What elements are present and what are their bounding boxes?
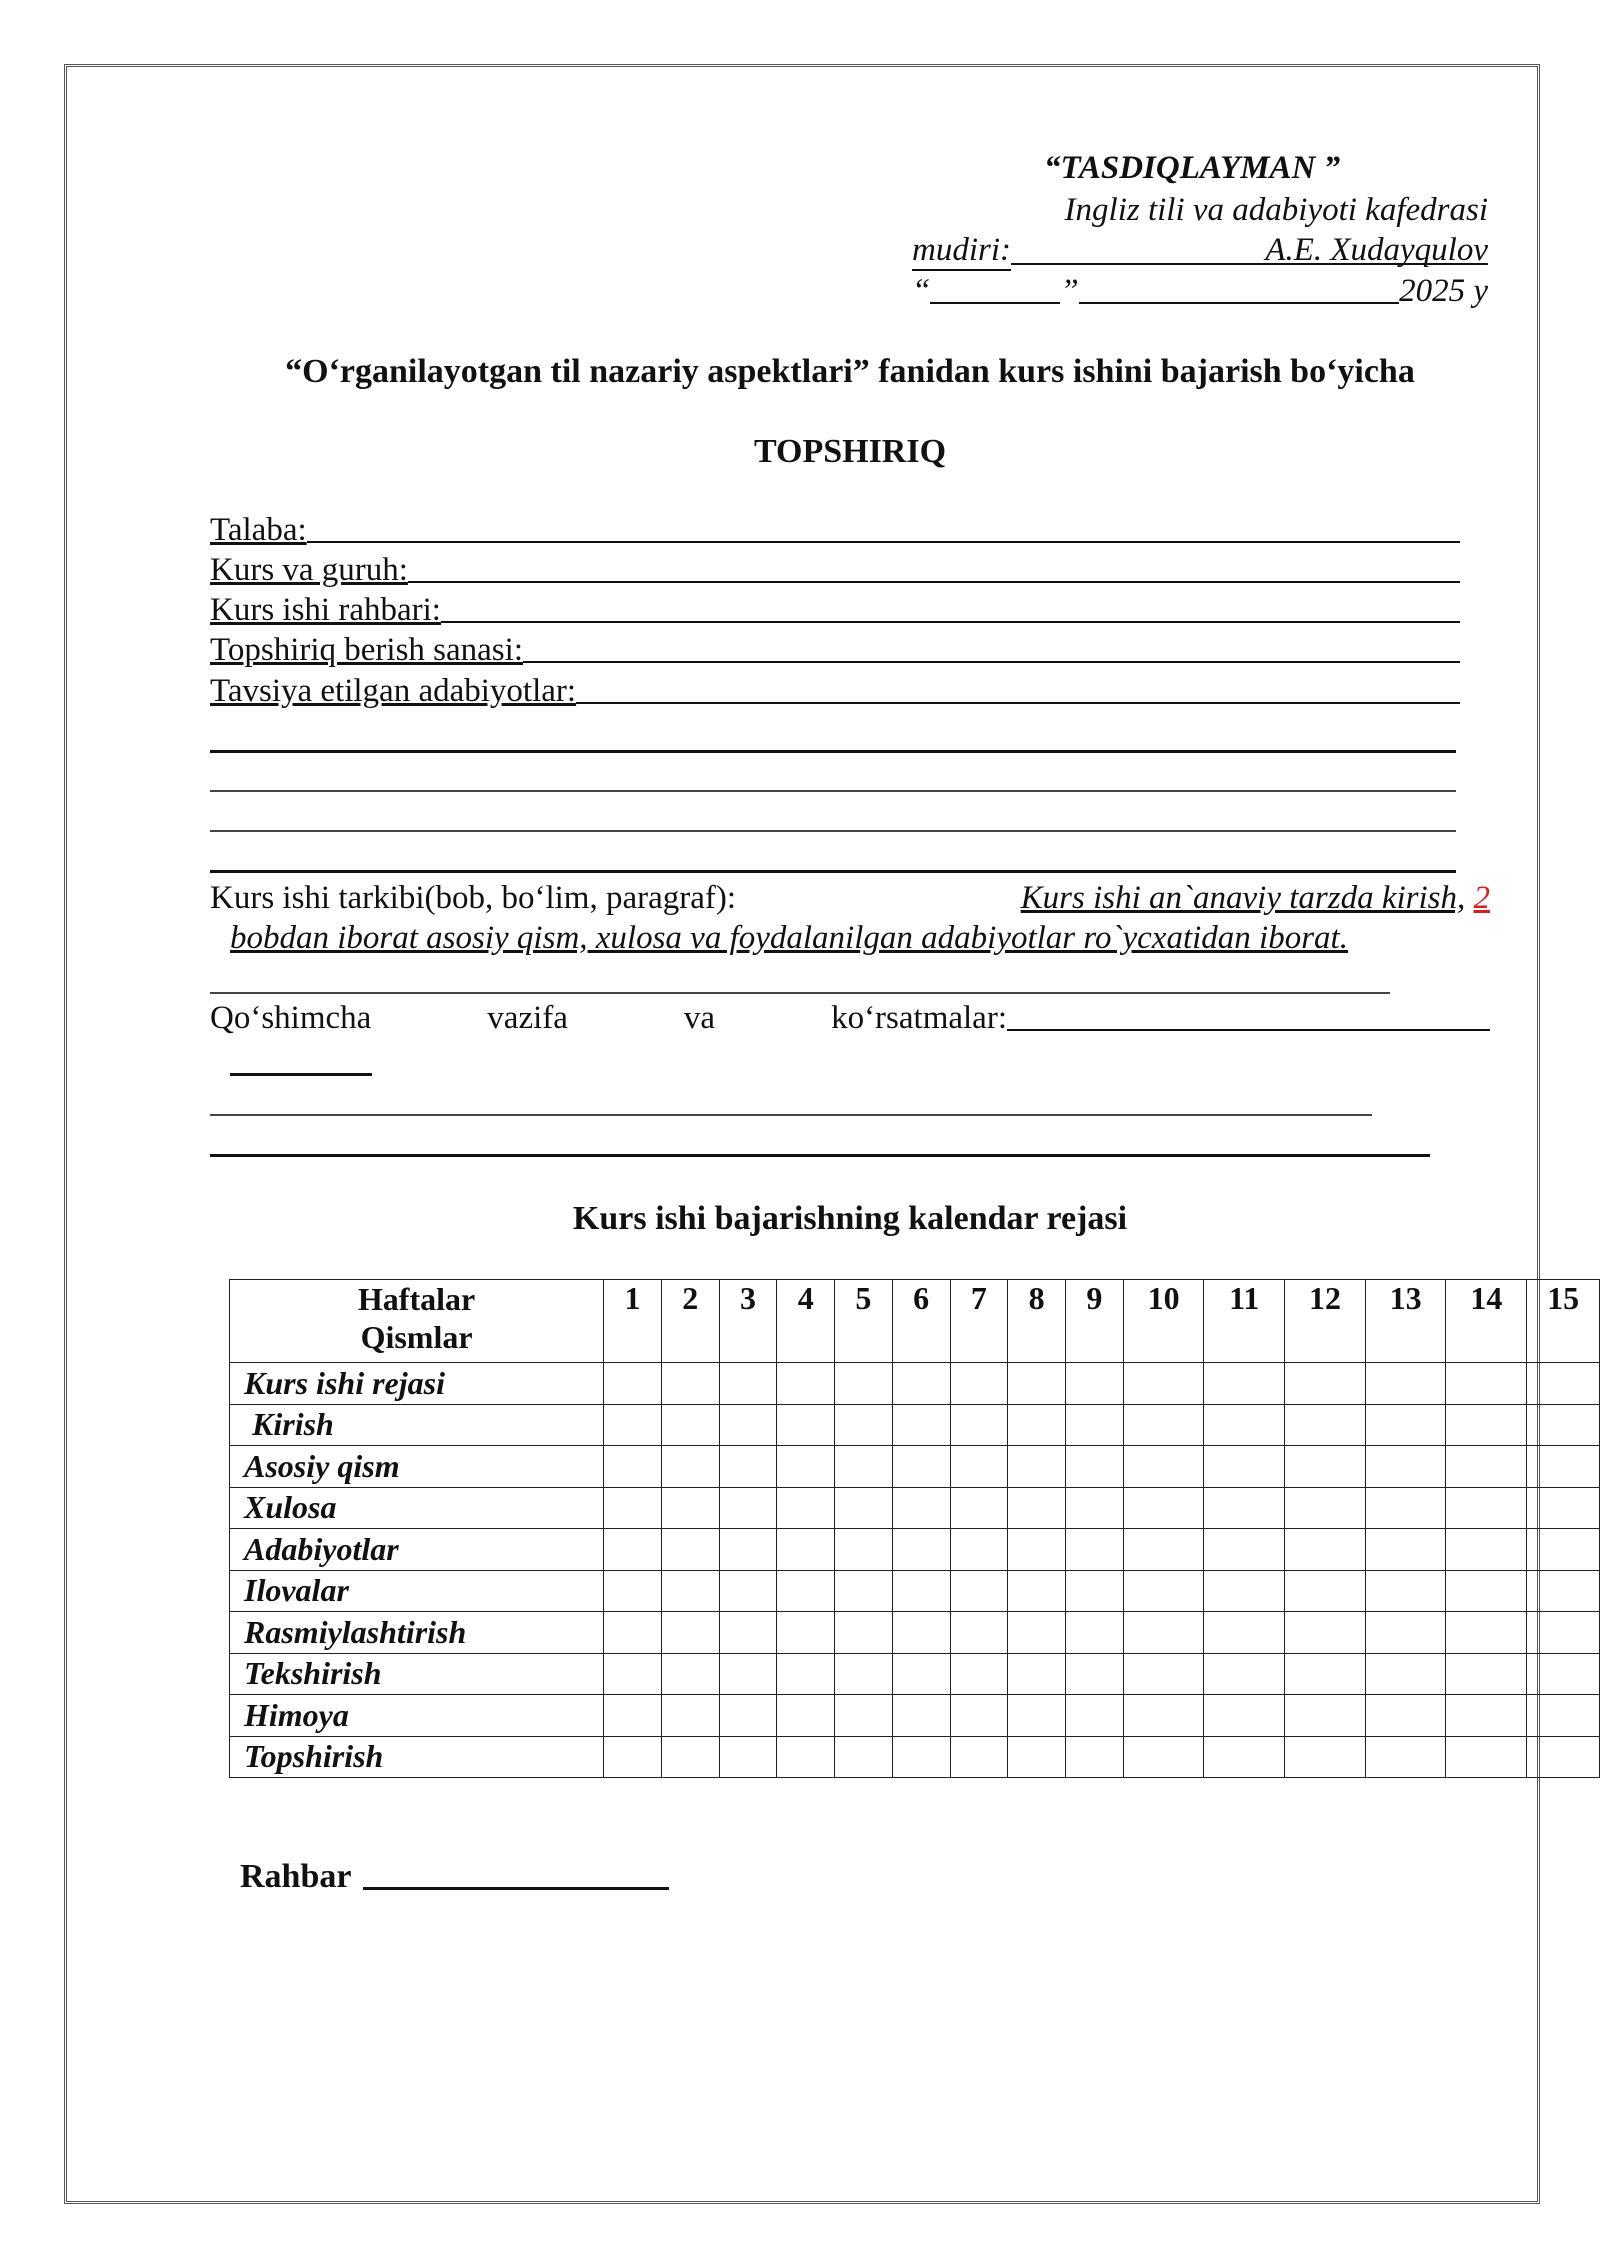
calendar-row bbox=[230, 1695, 1600, 1737]
calendar-cell[interactable] bbox=[1066, 1736, 1124, 1778]
calendar-cell[interactable] bbox=[777, 1736, 835, 1778]
calendar-cell[interactable] bbox=[719, 1653, 777, 1695]
calendar-cell[interactable] bbox=[661, 1695, 719, 1737]
calendar-cell[interactable] bbox=[1527, 1736, 1600, 1778]
calendar-cell[interactable] bbox=[1204, 1529, 1285, 1571]
calendar-cell[interactable] bbox=[1123, 1653, 1204, 1695]
calendar-cell[interactable] bbox=[1285, 1736, 1366, 1778]
calendar-cell[interactable] bbox=[719, 1404, 777, 1446]
calendar-cell[interactable] bbox=[1365, 1653, 1446, 1695]
field-supervisor bbox=[210, 592, 1460, 629]
structure-text-red: 2 bbox=[1473, 880, 1490, 916]
calendar-cell[interactable] bbox=[892, 1695, 950, 1737]
calendar-cell[interactable] bbox=[1123, 1404, 1204, 1446]
calendar-cell[interactable] bbox=[1008, 1404, 1066, 1446]
calendar-cell[interactable] bbox=[661, 1736, 719, 1778]
calendar-corner-header bbox=[230, 1280, 604, 1363]
calendar-cell[interactable] bbox=[892, 1736, 950, 1778]
calendar-cell[interactable] bbox=[1285, 1363, 1366, 1405]
calendar-cell[interactable] bbox=[1204, 1653, 1285, 1695]
calendar-cell[interactable] bbox=[604, 1363, 662, 1405]
calendar-cell[interactable] bbox=[719, 1487, 777, 1529]
supervisor-signature-label: Rahbar bbox=[240, 1858, 352, 1895]
calendar-cell[interactable] bbox=[661, 1363, 719, 1405]
structure-blank-line bbox=[210, 992, 1390, 994]
calendar-cell[interactable] bbox=[1446, 1529, 1527, 1571]
calendar-cell[interactable] bbox=[835, 1404, 893, 1446]
calendar-table bbox=[229, 1279, 1600, 1778]
calendar-row-label: Topshirish bbox=[230, 1736, 604, 1778]
calendar-cell[interactable] bbox=[950, 1570, 1008, 1612]
calendar-cell[interactable] bbox=[1365, 1404, 1446, 1446]
calendar-cell[interactable] bbox=[1008, 1695, 1066, 1737]
calendar-cell[interactable] bbox=[661, 1653, 719, 1695]
calendar-cell[interactable] bbox=[1123, 1570, 1204, 1612]
calendar-cell[interactable] bbox=[892, 1529, 950, 1571]
calendar-cell[interactable] bbox=[892, 1363, 950, 1405]
calendar-cell[interactable] bbox=[1285, 1529, 1366, 1571]
calendar-cell[interactable] bbox=[661, 1612, 719, 1654]
extra-tasks bbox=[210, 1000, 1490, 1037]
calendar-cell[interactable] bbox=[1123, 1363, 1204, 1405]
calendar-week-header: 7 bbox=[950, 1280, 1008, 1363]
approval-head-line bbox=[912, 232, 1488, 271]
calendar-cell[interactable] bbox=[835, 1570, 893, 1612]
calendar-cell[interactable] bbox=[1066, 1653, 1124, 1695]
calendar-cell[interactable] bbox=[1446, 1404, 1527, 1446]
calendar-cell[interactable] bbox=[950, 1446, 1008, 1488]
calendar-cell[interactable] bbox=[1285, 1653, 1366, 1695]
course-structure bbox=[210, 878, 1490, 958]
calendar-cell[interactable] bbox=[835, 1612, 893, 1654]
calendar-week-header: 13 bbox=[1365, 1280, 1446, 1363]
structure-label: Kurs ishi tarkibi(bob, bo‘lim, paragraf): bbox=[210, 880, 737, 916]
calendar-cell[interactable] bbox=[1008, 1612, 1066, 1654]
calendar-cell[interactable] bbox=[661, 1570, 719, 1612]
structure-text-part2: bobdan iborat asosiy qism, xulosa va foydalanilgan adabiyotlar ro`ycxatidan iborat. bbox=[230, 920, 1348, 956]
calendar-cell[interactable] bbox=[1365, 1446, 1446, 1488]
calendar-cell[interactable] bbox=[1446, 1487, 1527, 1529]
calendar-header-parts: Qismlar bbox=[360, 1319, 473, 1355]
calendar-cell[interactable] bbox=[950, 1487, 1008, 1529]
calendar-cell[interactable] bbox=[719, 1363, 777, 1405]
calendar-cell[interactable] bbox=[1285, 1487, 1366, 1529]
calendar-cell[interactable] bbox=[777, 1612, 835, 1654]
calendar-cell[interactable] bbox=[1066, 1612, 1124, 1654]
approval-head-prefix: mudiri: bbox=[912, 232, 1011, 271]
calendar-cell[interactable] bbox=[1365, 1570, 1446, 1612]
calendar-cell[interactable] bbox=[1527, 1446, 1600, 1488]
calendar-cell[interactable] bbox=[1204, 1736, 1285, 1778]
calendar-row bbox=[230, 1653, 1600, 1695]
calendar-cell[interactable] bbox=[719, 1529, 777, 1571]
literature-blank-line bbox=[210, 790, 1456, 792]
field-student bbox=[210, 512, 1460, 549]
calendar-week-header: 2 bbox=[661, 1280, 719, 1363]
field-literature-label: Tavsiya etilgan adabiyotlar: bbox=[210, 673, 577, 709]
field-group-line[interactable] bbox=[408, 581, 1460, 583]
calendar-cell[interactable] bbox=[892, 1653, 950, 1695]
calendar-cell[interactable] bbox=[1446, 1736, 1527, 1778]
calendar-cell[interactable] bbox=[604, 1529, 662, 1571]
field-student-line[interactable] bbox=[307, 541, 1460, 543]
calendar-cell[interactable] bbox=[950, 1695, 1008, 1737]
calendar-cell[interactable] bbox=[950, 1736, 1008, 1778]
calendar-cell[interactable] bbox=[835, 1446, 893, 1488]
approval-date-open-quote: “ bbox=[912, 273, 931, 309]
extra-word-1: Qo‘shimcha bbox=[210, 1000, 372, 1036]
calendar-row-label: Asosiy qism bbox=[230, 1446, 604, 1488]
calendar-cell[interactable] bbox=[1204, 1695, 1285, 1737]
extra-word-4: ko‘rsatmalar: bbox=[831, 1000, 1007, 1036]
field-group-label: Kurs va guruh: bbox=[210, 552, 408, 588]
calendar-cell[interactable] bbox=[1527, 1653, 1600, 1695]
calendar-row bbox=[230, 1736, 1600, 1778]
calendar-cell[interactable] bbox=[1285, 1612, 1366, 1654]
extra-tasks-line[interactable] bbox=[1007, 1029, 1490, 1031]
calendar-cell[interactable] bbox=[892, 1446, 950, 1488]
calendar-cell[interactable] bbox=[835, 1736, 893, 1778]
field-student-label: Talaba: bbox=[210, 512, 307, 548]
field-issue-date bbox=[210, 632, 1460, 669]
field-supervisor-label: Kurs ishi rahbari: bbox=[210, 592, 441, 628]
calendar-cell[interactable] bbox=[1066, 1570, 1124, 1612]
calendar-row bbox=[230, 1487, 1600, 1529]
calendar-week-header: 14 bbox=[1446, 1280, 1527, 1363]
calendar-cell[interactable] bbox=[835, 1695, 893, 1737]
calendar-week-header: 4 bbox=[777, 1280, 835, 1363]
calendar-cell[interactable] bbox=[835, 1653, 893, 1695]
calendar-cell[interactable] bbox=[1365, 1529, 1446, 1571]
calendar-cell[interactable] bbox=[950, 1404, 1008, 1446]
calendar-row-label: Tekshirish bbox=[230, 1653, 604, 1695]
field-literature bbox=[210, 673, 1460, 710]
calendar-cell[interactable] bbox=[1527, 1529, 1600, 1571]
calendar-cell[interactable] bbox=[1066, 1487, 1124, 1529]
field-group bbox=[210, 552, 1460, 589]
document-subheading: TOPSHIRIQ bbox=[753, 433, 947, 470]
calendar-week-header: 9 bbox=[1066, 1280, 1124, 1363]
document-heading: “O‘rganilayotgan til nazariy aspektlari” fanidan kurs ishini bajarish bo‘yicha bbox=[285, 353, 1415, 390]
calendar-cell[interactable] bbox=[1008, 1653, 1066, 1695]
calendar-cell[interactable] bbox=[835, 1487, 893, 1529]
calendar-cell[interactable] bbox=[835, 1529, 893, 1571]
calendar-cell[interactable] bbox=[1204, 1446, 1285, 1488]
calendar-cell[interactable] bbox=[950, 1363, 1008, 1405]
calendar-cell[interactable] bbox=[1365, 1695, 1446, 1737]
calendar-cell[interactable] bbox=[604, 1404, 662, 1446]
calendar-week-header: 12 bbox=[1285, 1280, 1366, 1363]
calendar-cell[interactable] bbox=[950, 1529, 1008, 1571]
calendar-cell[interactable] bbox=[1123, 1487, 1204, 1529]
field-issue-date-label: Topshiriq berish sanasi: bbox=[210, 632, 523, 668]
calendar-title: Kurs ishi bajarishning kalendar rejasi bbox=[572, 1200, 1128, 1237]
approval-head-signature-line bbox=[1011, 232, 1488, 268]
calendar-row-label: Adabiyotlar bbox=[230, 1529, 604, 1571]
field-supervisor-line[interactable] bbox=[441, 621, 1460, 623]
calendar-cell[interactable] bbox=[1066, 1529, 1124, 1571]
calendar-cell[interactable] bbox=[719, 1570, 777, 1612]
structure-text-part1: Kurs ishi an`anaviy tarzda kirish, bbox=[1020, 880, 1466, 916]
calendar-cell[interactable] bbox=[950, 1612, 1008, 1654]
calendar-cell[interactable] bbox=[1446, 1612, 1527, 1654]
calendar-cell[interactable] bbox=[661, 1404, 719, 1446]
calendar-cell[interactable] bbox=[1204, 1570, 1285, 1612]
calendar-cell[interactable] bbox=[604, 1736, 662, 1778]
calendar-cell[interactable] bbox=[1527, 1612, 1600, 1654]
calendar-week-header: 10 bbox=[1123, 1280, 1204, 1363]
literature-blank-line bbox=[210, 750, 1456, 753]
literature-blank-line bbox=[210, 830, 1456, 832]
calendar-header-row bbox=[230, 1280, 1600, 1363]
calendar-cell[interactable] bbox=[777, 1446, 835, 1488]
approval-title: “TASDIQLAYMAN ” bbox=[1044, 150, 1341, 186]
approval-date-close-quote: ” bbox=[1060, 273, 1079, 309]
calendar-week-header: 3 bbox=[719, 1280, 777, 1363]
calendar-cell[interactable] bbox=[777, 1695, 835, 1737]
calendar-cell[interactable] bbox=[777, 1487, 835, 1529]
calendar-cell[interactable] bbox=[1285, 1404, 1366, 1446]
approval-month-blank bbox=[1079, 273, 1399, 304]
calendar-cell[interactable] bbox=[1204, 1612, 1285, 1654]
calendar-cell[interactable] bbox=[1365, 1487, 1446, 1529]
calendar-cell[interactable] bbox=[1527, 1487, 1600, 1529]
field-literature-line[interactable] bbox=[576, 702, 1460, 704]
calendar-cell[interactable] bbox=[1066, 1695, 1124, 1737]
calendar-cell[interactable] bbox=[1123, 1612, 1204, 1654]
approval-date-line bbox=[912, 273, 1488, 310]
calendar-cell[interactable] bbox=[1446, 1695, 1527, 1737]
calendar-cell[interactable] bbox=[661, 1487, 719, 1529]
approval-year: 2025 y bbox=[1399, 273, 1488, 309]
literature-blank-line bbox=[210, 870, 1456, 873]
calendar-row-label: Himoya bbox=[230, 1695, 604, 1737]
calendar-cell[interactable] bbox=[1204, 1363, 1285, 1405]
calendar-cell[interactable] bbox=[1285, 1570, 1366, 1612]
calendar-row bbox=[230, 1529, 1600, 1571]
calendar-cell[interactable] bbox=[835, 1363, 893, 1405]
calendar-cell[interactable] bbox=[1527, 1363, 1600, 1405]
calendar-cell[interactable] bbox=[1204, 1404, 1285, 1446]
calendar-cell[interactable] bbox=[1365, 1363, 1446, 1405]
calendar-cell[interactable] bbox=[604, 1487, 662, 1529]
calendar-cell[interactable] bbox=[719, 1695, 777, 1737]
calendar-row-label: Rasmiylashtirish bbox=[230, 1612, 604, 1654]
supervisor-signature-line[interactable] bbox=[363, 1887, 669, 1890]
calendar-cell[interactable] bbox=[777, 1529, 835, 1571]
calendar-week-header: 8 bbox=[1008, 1280, 1066, 1363]
calendar-cell[interactable] bbox=[604, 1612, 662, 1654]
calendar-cell[interactable] bbox=[1008, 1570, 1066, 1612]
calendar-row bbox=[230, 1612, 1600, 1654]
calendar-cell[interactable] bbox=[1123, 1529, 1204, 1571]
supervisor-signature bbox=[240, 1858, 669, 1896]
calendar-cell[interactable] bbox=[719, 1612, 777, 1654]
calendar-header-weeks: Haftalar bbox=[357, 1281, 476, 1317]
calendar-week-header: 11 bbox=[1204, 1280, 1285, 1363]
approval-head-name: A.E. Xudayqulov bbox=[1265, 232, 1488, 268]
calendar-row bbox=[230, 1570, 1600, 1612]
calendar-cell[interactable] bbox=[1446, 1446, 1527, 1488]
calendar-cell[interactable] bbox=[777, 1570, 835, 1612]
calendar-cell[interactable] bbox=[604, 1695, 662, 1737]
calendar-cell[interactable] bbox=[1285, 1446, 1366, 1488]
calendar-row bbox=[230, 1446, 1600, 1488]
calendar-cell[interactable] bbox=[892, 1404, 950, 1446]
calendar-row-label: Kirish bbox=[230, 1404, 604, 1446]
calendar-cell[interactable] bbox=[1527, 1695, 1600, 1737]
calendar-cell[interactable] bbox=[1446, 1653, 1527, 1695]
approval-department: Ingliz tili va adabiyoti kafedrasi bbox=[1064, 192, 1488, 228]
calendar-cell[interactable] bbox=[1123, 1736, 1204, 1778]
calendar-cell[interactable] bbox=[661, 1446, 719, 1488]
calendar-cell[interactable] bbox=[1066, 1363, 1124, 1405]
calendar-cell[interactable] bbox=[1527, 1404, 1600, 1446]
calendar-cell[interactable] bbox=[604, 1570, 662, 1612]
calendar-cell[interactable] bbox=[604, 1446, 662, 1488]
calendar-week-header: 5 bbox=[835, 1280, 893, 1363]
calendar-cell[interactable] bbox=[604, 1653, 662, 1695]
extra-blank-line bbox=[210, 1114, 1372, 1116]
calendar-row-label: Ilovalar bbox=[230, 1570, 604, 1612]
calendar-cell[interactable] bbox=[1204, 1487, 1285, 1529]
calendar-cell[interactable] bbox=[719, 1446, 777, 1488]
approval-day-blank bbox=[930, 273, 1060, 304]
calendar-cell[interactable] bbox=[892, 1487, 950, 1529]
calendar-week-header: 6 bbox=[892, 1280, 950, 1363]
calendar-cell[interactable] bbox=[1446, 1570, 1527, 1612]
calendar-cell[interactable] bbox=[1008, 1363, 1066, 1405]
extra-word-3: va bbox=[683, 1000, 716, 1036]
calendar-cell[interactable] bbox=[1123, 1695, 1204, 1737]
calendar-cell[interactable] bbox=[1066, 1404, 1124, 1446]
calendar-row bbox=[230, 1404, 1600, 1446]
calendar-cell[interactable] bbox=[1365, 1612, 1446, 1654]
calendar-cell[interactable] bbox=[1285, 1695, 1366, 1737]
calendar-cell[interactable] bbox=[777, 1363, 835, 1405]
calendar-cell[interactable] bbox=[892, 1612, 950, 1654]
calendar-cell[interactable] bbox=[1008, 1736, 1066, 1778]
extra-blank-line bbox=[210, 1154, 1430, 1157]
calendar-cell[interactable] bbox=[1008, 1446, 1066, 1488]
calendar-row-label: Kurs ishi rejasi bbox=[230, 1363, 604, 1405]
calendar-cell[interactable] bbox=[777, 1653, 835, 1695]
calendar-cell[interactable] bbox=[1008, 1529, 1066, 1571]
calendar-cell[interactable] bbox=[892, 1570, 950, 1612]
calendar-cell[interactable] bbox=[1066, 1446, 1124, 1488]
extra-blank-short bbox=[230, 1073, 372, 1076]
calendar-cell[interactable] bbox=[1527, 1570, 1600, 1612]
field-issue-date-line[interactable] bbox=[523, 661, 1460, 663]
calendar-cell[interactable] bbox=[777, 1404, 835, 1446]
calendar-cell[interactable] bbox=[1008, 1487, 1066, 1529]
calendar-cell[interactable] bbox=[719, 1736, 777, 1778]
calendar-row-label: Xulosa bbox=[230, 1487, 604, 1529]
calendar-cell[interactable] bbox=[950, 1653, 1008, 1695]
extra-word-2: vazifa bbox=[487, 1000, 568, 1036]
calendar-cell[interactable] bbox=[1123, 1446, 1204, 1488]
calendar-cell[interactable] bbox=[661, 1529, 719, 1571]
calendar-week-header: 1 bbox=[604, 1280, 662, 1363]
calendar-cell[interactable] bbox=[1446, 1363, 1527, 1405]
calendar-week-header: 15 bbox=[1527, 1280, 1600, 1363]
calendar-row bbox=[230, 1363, 1600, 1405]
calendar-cell[interactable] bbox=[1365, 1736, 1446, 1778]
